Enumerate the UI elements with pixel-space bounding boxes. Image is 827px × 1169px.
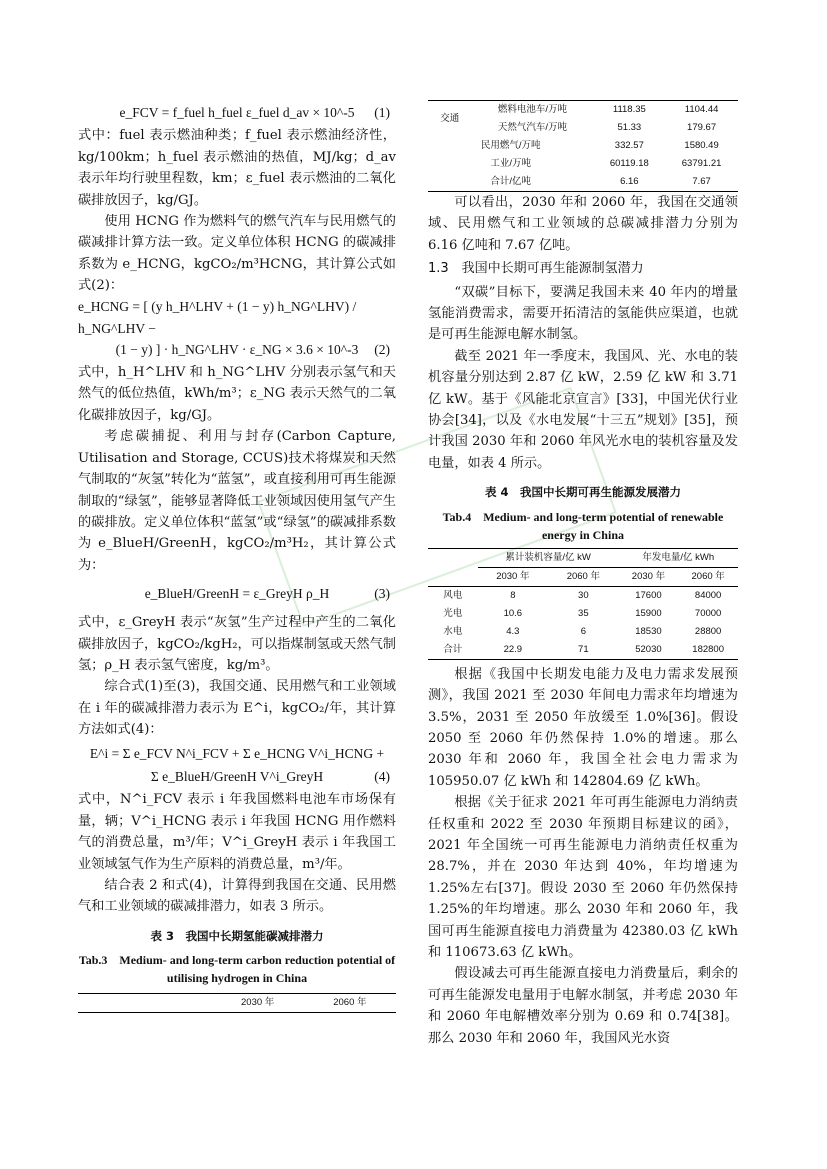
table-cell: 1118.35 <box>612 104 646 115</box>
table-cell: 30 <box>578 589 589 601</box>
table-cell: 17600 <box>635 589 662 601</box>
equation-4-body-2: Σ e_BlueH/GreenH V^i_GreyH <box>150 768 324 784</box>
table-cell: 332.57 <box>614 140 644 151</box>
table-header-cell <box>428 548 478 567</box>
paragraph: 式中：fuel 表示燃油种类；f_fuel 表示燃油经济性，kg/100km；h_fuel 表示燃油的热值，MJ/kg；d_av 表示年均行驶里程数，km；ε_fuel 表示燃油的二氧化碳排放因子，kg/GJ。 <box>78 128 396 208</box>
paragraph: 结合表 2 和式(4)，计算得到我国在交通、民用燃气和工业领域的碳减排潜力，如表 3 所示。 <box>78 878 396 915</box>
equation-3 <box>78 578 396 610</box>
table-cell: 光电 <box>443 607 463 619</box>
table-group-cell: 交通 <box>440 113 460 124</box>
table-cell: 燃料电池车/万吨 <box>497 104 568 115</box>
table-cell: 28800 <box>694 625 722 637</box>
table-cell: 63791.21 <box>681 158 722 169</box>
table-4-caption-cn: 表 4 我国中长期可再生能源发展潜力 <box>484 485 681 500</box>
table-cell: 民用燃气/万吨 <box>480 140 541 151</box>
paragraph: “双碳”目标下，要满足我国未来 40 年内的增量氢能消费需求，需要开拓清洁的氢能供应渠道，也就是可再生能源电解水制氢。 <box>428 284 738 343</box>
table-4 <box>428 548 738 660</box>
table-cell: 合计 <box>443 643 463 655</box>
table-3-caption-cn: 表 3 我国中长期氢能碳减排潜力 <box>150 928 324 943</box>
section-heading: 1.3 我国中长期可再生能源制氢潜力 <box>428 261 644 277</box>
table-header-cell: 2030 年 <box>631 570 666 582</box>
table-cell: 6.16 <box>620 176 639 187</box>
paragraph: 式中，ε_GreyH 表示“灰氢”生产过程中产生的二氧化碳排放因子，kgCO₂/kgH₂，可以指煤制氢或天然气制氢；ρ_H 表示氢气密度，kg/m³。 <box>78 615 396 673</box>
table-header-cell: 2030 年 <box>496 570 530 582</box>
table-cell: 工业/万吨 <box>490 158 532 169</box>
table-header-cell <box>78 994 212 1013</box>
paragraph: 可以看出，2030 年和 2060 年，我国在交通领域、民用燃气和工业领域的总碳减排潜力分别为 6.16 亿吨和 7.67 亿吨。 <box>428 195 738 253</box>
table-header-group: 累计装机容量/亿 kW <box>478 548 619 567</box>
equation-4-body-1: E^i = Σ e_FCV N^i_FCV + Σ e_HCNG V^i_HCNG + <box>89 745 385 761</box>
table-cell: 182800 <box>692 643 724 655</box>
equation-3-number: (3) <box>374 586 390 602</box>
left-column <box>78 100 396 1013</box>
paragraph: 截至 2021 年一季度末，我国风、光、水电的装机容量分别达到 2.87 亿 kW，2.59 亿 kW 和 3.71 亿 kW。基于《风能北京宣言》[33]，中国光伏行业协会[34]，以及《水电发展“十三五”规划》[35]，预计我国 2030 年和 2060 年风光水电的装机容量及发电量，如表 4 所示。 <box>428 348 738 471</box>
table-cell: 35 <box>578 607 589 619</box>
paragraph: 式中，h_H^LHV 和 h_NG^LHV 分别表示氢气和天然气的低位热值，kWh/m³；ε_NG 表示天然气的二氧化碳排放因子，kg/GJ。 <box>78 365 396 423</box>
paragraph: 式中，N^i_FCV 表示 i 年我国燃料电池车市场保有量，辆；V^i_HCNG 表示 i 年我国 HCNG 用作燃料气的消费总量，m³/年；V^i_GreyH 表示 i 年我国工业领域氢气作为生产原料的消费总量，m³/年。 <box>78 792 396 872</box>
paragraph: 考虑碳捕捉、利用与封存(Carbon Capture, Utilisation and Storage, CCUS)技术将煤炭和天然气制取的“灰氢”转化为“蓝氢”，或直接利用可再生能源制取的“绿氢”，能够显著降低工业领域因使用氢气产生的碳排放。定义单位体积“蓝氢”或“绿氢”的碳减排系数为 e_BlueH/GreenH，kgCO₂/m³H₂，其计算公式为： <box>78 429 396 573</box>
equation-1-body: e_FCV = f_fuel h_fuel ε_fuel d_av × 10^-5 <box>119 105 355 120</box>
equation-3-body: e_BlueH/GreenH = ε_GreyH ρ_H <box>144 586 330 602</box>
table-header-cell <box>428 567 478 586</box>
paragraph: 根据《我国中长期发电能力及电力需求发展预测》，我国 2021 至 2030 年间电力需求年均增速为 3.5%，2031 至 2050 年放缓至 1.0%[36]。假设 2050 至 2060 年仍然保持 1.0%的增速。那么 2030 年和 2060 年，我国全社会电力需求为 105950.07 亿 kWh 和 142804.69 亿 kWh。 <box>428 666 738 789</box>
paragraph: 使用 HCNG 作为燃料气的燃气汽车与民用燃气的碳减排计算方法一致。定义单位体积 HCNG 的碳减排系数为 e_HCNG，kgCO₂/m³HCNG，其计算公式如式(2)： <box>78 214 396 294</box>
table-3-header <box>78 993 396 1013</box>
paragraph: 根据《关于征求 2021 年可再生能源电力消纳责任权重和 2022 至 2030 年预期目标建议的函》，2021 年全国统一可再生能源电力消纳责任权重为 28.7%，并在 2030 年达到 40%，年均增速为 1.25%左右[37]。假设 2030 至 2060 年仍然保持 1.25%的年均增速。那么 2030 年和 2060 年，我国可再生能源直接电力消费量为 42380.03 亿 kWh 和 110673.63 亿 kWh。 <box>428 795 738 960</box>
table-cell: 天然气汽车/万吨 <box>497 122 568 133</box>
table-cell: 水电 <box>443 625 463 637</box>
equation-2-body-1: e_HCNG = [ (y h_H^LHV + (1 − y) h_NG^LHV) / h_NG^LHV − <box>78 299 357 336</box>
table-cell: 7.67 <box>692 176 711 187</box>
table-cell: 18530 <box>635 625 662 637</box>
equation-2-number: (2) <box>374 341 390 357</box>
table-cell: 4.3 <box>506 625 520 637</box>
table-cell: 风电 <box>443 589 463 601</box>
table-cell: 52030 <box>635 643 662 655</box>
right-column <box>428 100 738 1049</box>
equation-4-line-1 <box>78 743 396 764</box>
table-cell: 60119.18 <box>609 158 649 169</box>
equation-2-line-2 <box>78 339 396 360</box>
table-3-caption-en: Tab.3 Medium- and long-term carbon reduction potential of utilising hydrogen in China <box>78 953 396 986</box>
table-4-caption-en: Tab.4 Medium- and long-term potential of renewable energy in China <box>442 509 724 542</box>
table-cell: 22.9 <box>503 643 523 655</box>
table-cell: 1104.44 <box>684 104 719 115</box>
table-header-cell: 2060 年 <box>333 997 367 1009</box>
table-cell: 8 <box>510 589 516 601</box>
table-cell: 15900 <box>635 607 662 619</box>
equation-1 <box>78 102 396 123</box>
table-cell: 6 <box>580 625 586 637</box>
paragraph: 综合式(1)至(3)，我国交通、民用燃气和工业领域在 i 年的碳减排潜力表示为 E^i，kgCO₂/年，其计算方法如式(4)： <box>78 679 396 738</box>
table-header-cell: 2060 年 <box>691 570 725 582</box>
table-cell: 51.33 <box>617 122 642 133</box>
paragraph: 假设减去可再生能源直接电力消费量后，剩余的可再生能源发电量用于电解水制氢，并考虑 2030 年和 2060 年电解槽效率分别为 0.69 和 0.74[38]。那么 2030 年和 2060 年，我国风光水资 <box>428 966 738 1046</box>
equation-1-number: (1) <box>374 105 390 120</box>
table-cell: 1580.49 <box>684 140 719 151</box>
equation-2-body-2: (1 − y) ] · h_NG^LHV · ε_NG × 3.6 × 10^-3 <box>115 341 359 357</box>
table-cell: 10.6 <box>503 607 523 619</box>
table-cell: 合计/亿吨 <box>490 176 532 187</box>
table-header-group: 年发电量/亿 kWh <box>619 548 738 567</box>
table-header-cell: 2060 年 <box>566 570 600 582</box>
table-cell: 84000 <box>694 589 722 601</box>
table-cell: 70000 <box>694 607 722 619</box>
equation-4-number: (4) <box>374 768 390 784</box>
table-cell: 179.67 <box>687 122 717 133</box>
table-header-cell: 2030 年 <box>241 997 275 1009</box>
table-cell: 71 <box>578 643 589 655</box>
equation-4-line-2 <box>78 766 396 787</box>
table-3-body <box>428 100 738 192</box>
equation-2-line-1 <box>78 299 396 337</box>
